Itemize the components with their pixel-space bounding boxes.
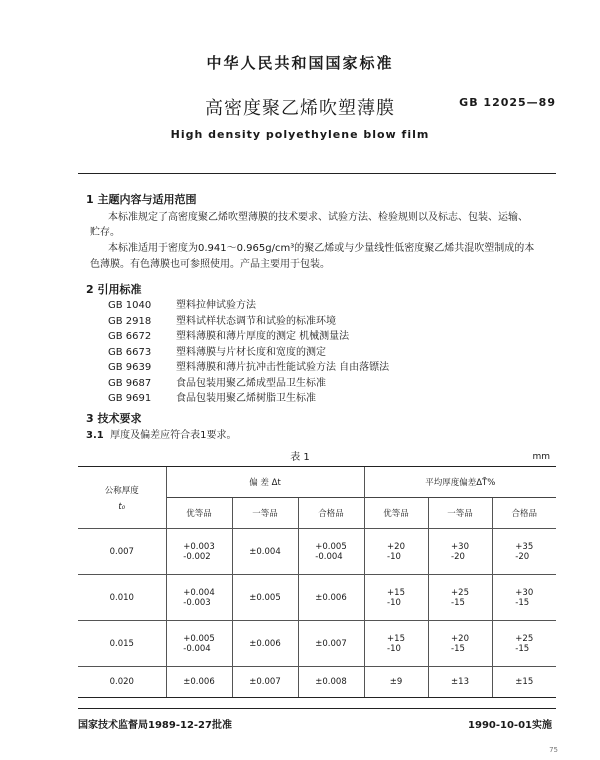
upper-value: +20: [387, 541, 405, 552]
grade-header: 优等品: [364, 498, 428, 529]
reference-list: [108, 298, 389, 407]
table-cell: [166, 575, 232, 621]
reference-code: GB 6673: [108, 346, 152, 358]
section-1-para-1-line-1: 本标准规定了高密度聚乙烯吹塑薄膜的技术要求、试验方法、检验规则以及标志、包装、运输、: [108, 212, 528, 223]
lower-value: -15: [515, 643, 530, 654]
page-number: 75: [549, 746, 558, 754]
lower-value: -15: [451, 643, 465, 654]
reference-code: GB 1040: [108, 300, 152, 311]
section-1-para-1-line-2: 贮存。: [90, 227, 120, 238]
column-group-average-deviation: 平均厚度偏差ΔT̄%: [364, 467, 556, 498]
reference-item: [108, 376, 389, 392]
reference-item: [108, 298, 389, 314]
reference-title: 塑料试样状态调节和试验的标准环境: [176, 315, 336, 327]
nominal-thickness-cell: 0.015: [78, 621, 166, 667]
upper-value: +15: [387, 633, 405, 644]
lower-value: -10: [387, 551, 401, 562]
national-standard-heading: 中华人民共和国国家标准: [206, 54, 394, 72]
reference-code: GB 9639: [108, 362, 152, 373]
section-2-heading: 2 引用标准: [86, 283, 142, 296]
reference-item: [108, 314, 389, 330]
upper-value: +25: [515, 633, 534, 644]
upper-value: +0.005: [183, 633, 215, 644]
lower-value: -0.004: [183, 643, 211, 654]
reference-title: 塑料拉伸试验方法: [176, 300, 256, 311]
table-cell: ±13: [428, 667, 492, 698]
table-caption: 表 1: [290, 452, 310, 463]
table-cell: [428, 575, 492, 621]
column-group-deviation: 偏 差 Δt: [166, 467, 364, 498]
footer-divider: [78, 708, 556, 709]
grade-header: 合格品: [492, 498, 556, 529]
table-cell: ±0.006: [298, 575, 364, 621]
lower-value: -10: [387, 643, 401, 654]
section-1-heading: 1 主题内容与适用范围: [86, 193, 197, 206]
nominal-thickness-cell: 0.007: [78, 529, 166, 575]
lower-value: -15: [515, 597, 530, 608]
reference-title: 塑料薄膜和薄片厚度的测定 机械测量法: [176, 331, 350, 342]
table-cell: ±0.007: [298, 621, 364, 667]
reference-item: [108, 391, 389, 407]
table-cell: ±0.007: [232, 667, 298, 698]
section-1-para-2-line-1: 本标准适用于密度为0.941～0.965g/cm³的聚乙烯或与少量线性低密度聚乙烯共混吹塑制成的本: [108, 243, 535, 254]
nominal-thickness-cell: 0.020: [78, 667, 166, 698]
table-cell: [492, 529, 556, 575]
table-cell: ±0.004: [232, 529, 298, 575]
lower-value: -10: [387, 597, 401, 608]
grade-header: 一等品: [428, 498, 492, 529]
column-header-thickness: [78, 467, 166, 529]
table-cell: [166, 621, 232, 667]
table-row: [78, 621, 556, 667]
table-cell: [298, 529, 364, 575]
reference-title: 食品包装用聚乙烯成型品卫生标准: [176, 377, 326, 389]
reference-item: [108, 329, 389, 345]
lower-value: -20: [515, 551, 530, 562]
table-cell: [428, 621, 492, 667]
thickness-tolerance-table: [78, 466, 556, 698]
implementation-date: 1990-10-01实施: [468, 720, 552, 731]
table-cell: ±15: [492, 667, 556, 698]
upper-value: +0.003: [183, 541, 215, 552]
thickness-label: 公称厚度: [104, 485, 139, 496]
upper-value: +30: [515, 587, 534, 598]
upper-value: +30: [451, 541, 469, 552]
table-cell: [492, 621, 556, 667]
nominal-thickness-cell: 0.010: [78, 575, 166, 621]
table-row: [78, 529, 556, 575]
reference-item: [108, 360, 389, 376]
upper-value: +15: [387, 587, 405, 598]
lower-value: -15: [451, 597, 465, 608]
reference-code: GB 9691: [108, 393, 152, 404]
reference-code: GB 2918: [108, 315, 152, 327]
reference-title: 塑料薄膜和薄片抗冲击性能试验方法 自由落镖法: [176, 362, 390, 373]
table-cell: [166, 529, 232, 575]
table-cell: [364, 621, 428, 667]
clause-text: 厚度及偏差应符合表1要求。: [110, 430, 237, 441]
table-row: [78, 667, 556, 698]
reference-title: 食品包装用聚乙烯树脂卫生标准: [176, 393, 316, 404]
lower-value: -0.003: [183, 597, 211, 608]
section-1-para-2-line-2: 色薄膜。有色薄膜也可参照使用。产品主要用于包装。: [90, 259, 330, 270]
upper-value: +0.004: [183, 587, 215, 598]
grade-header: 合格品: [298, 498, 364, 529]
grade-header: 一等品: [232, 498, 298, 529]
reference-code: GB 9687: [108, 377, 152, 389]
lower-value: -0.004: [315, 551, 343, 562]
clause-3-1: [86, 428, 236, 444]
lower-value: -0.002: [183, 551, 211, 562]
table-cell: ±0.008: [298, 667, 364, 698]
header-divider: [78, 173, 556, 174]
clause-number: 3.1: [86, 430, 104, 441]
reference-item: [108, 345, 389, 361]
table-cell: [492, 575, 556, 621]
table-cell: ±0.005: [232, 575, 298, 621]
table-cell: ±0.006: [166, 667, 232, 698]
standard-number: GB 12025—89: [459, 96, 556, 109]
approval-info: 国家技术监督局1989-12-27批准: [78, 720, 232, 731]
upper-value: +25: [451, 587, 469, 598]
section-3-heading: 3 技术要求: [86, 412, 142, 425]
table-cell: [364, 575, 428, 621]
table-unit: mm: [532, 452, 550, 462]
table-cell: ±9: [364, 667, 428, 698]
table-cell: ±0.006: [232, 621, 298, 667]
document-title: 高密度聚乙烯吹塑薄膜: [205, 98, 395, 119]
lower-value: -20: [451, 551, 465, 562]
upper-value: +0.005: [315, 541, 347, 552]
grade-header: 优等品: [166, 498, 232, 529]
thickness-symbol: t₀: [118, 501, 126, 512]
reference-title: 塑料薄膜与片材长度和宽度的测定: [176, 346, 326, 358]
upper-value: +20: [451, 633, 469, 644]
reference-code: GB 6672: [108, 331, 152, 342]
upper-value: +35: [515, 541, 534, 552]
table-row: [78, 575, 556, 621]
document-title-english: High density polyethylene blow film: [170, 128, 430, 141]
table-cell: [364, 529, 428, 575]
table-cell: [428, 529, 492, 575]
